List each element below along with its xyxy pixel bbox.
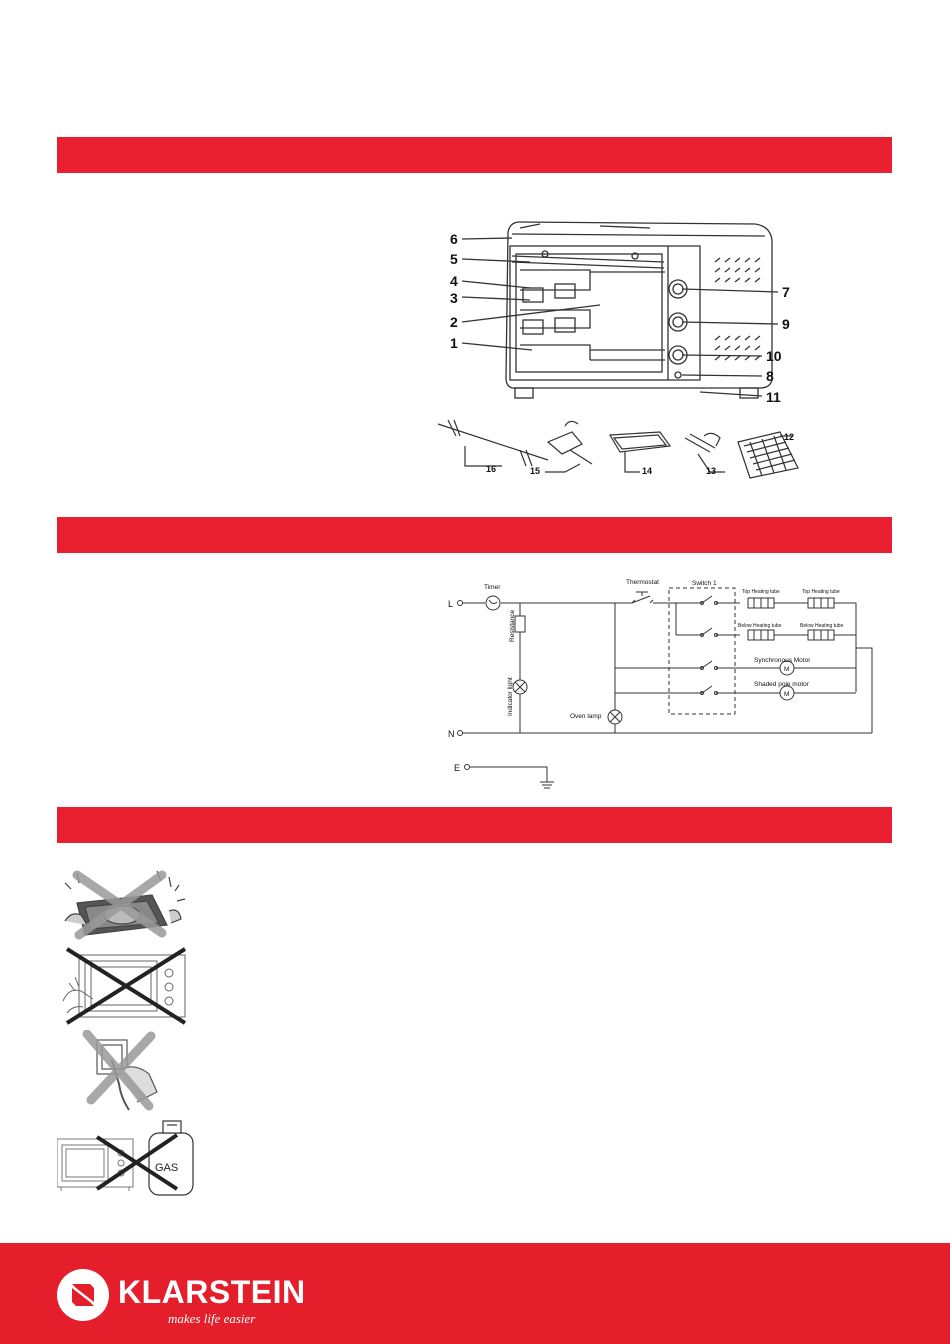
accessory-16: 16 <box>486 464 497 474</box>
callout-6: 6 <box>450 231 458 247</box>
brand-tagline: makes life easier <box>168 1311 256 1326</box>
callout-8: 8 <box>766 368 774 384</box>
terminal-l: L <box>448 599 454 609</box>
klarstein-logo-icon <box>57 1269 109 1321</box>
resistance-label: Resistance <box>509 609 516 642</box>
motor-symbol: M <box>784 691 790 698</box>
below-heating-tube-label: Below Heating tube <box>800 623 844 629</box>
accessory-13: 13 <box>706 466 717 476</box>
callout-9: 9 <box>782 316 790 332</box>
accessory-15: 15 <box>530 466 541 476</box>
no-wet-hands-oven-icon <box>57 947 192 1027</box>
terminal-n: N <box>448 729 455 739</box>
callout-2: 2 <box>450 314 458 330</box>
callout-1: 1 <box>450 335 458 351</box>
accessory-12: 12 <box>784 432 795 442</box>
switch-label: Switch 1 <box>692 580 717 587</box>
callout-3: 3 <box>450 290 458 306</box>
section-band-3 <box>57 807 892 843</box>
callout-10: 10 <box>766 348 782 364</box>
timer-label: Timer <box>484 584 501 591</box>
brand-name: KLARSTEIN <box>118 1274 306 1310</box>
top-heating-tube-label: Top Heating tube <box>742 589 780 595</box>
motor-symbol: M <box>784 666 790 673</box>
section-band-1 <box>57 137 892 173</box>
indicator-label: Indicator light <box>507 677 514 716</box>
callout-7: 7 <box>782 284 790 300</box>
below-heating-tube-label: Below Heating tube <box>738 623 782 629</box>
no-gas-near-oven-icon <box>57 1117 197 1197</box>
synchronous-motor-label: Synchronous Motor <box>754 657 811 664</box>
callout-4: 4 <box>450 273 458 289</box>
gas-label: GAS <box>155 1162 179 1174</box>
oven-lamp-label: Oven lamp <box>570 713 602 720</box>
section-band-2 <box>57 517 892 553</box>
callout-11: 11 <box>766 389 781 405</box>
oven-diagram <box>420 210 820 495</box>
shaded-pole-motor-label: Shaded pole motor <box>754 681 809 688</box>
callout-5: 5 <box>450 251 458 267</box>
top-heating-tube-label: Top Heating tube <box>802 589 840 595</box>
terminal-e: E <box>454 763 461 773</box>
circuit-diagram <box>440 572 880 792</box>
no-unplug-by-cord-icon <box>57 1030 192 1112</box>
thermostat-label: Thermostat <box>626 579 659 586</box>
no-hot-tray-icon <box>57 863 192 943</box>
accessory-14: 14 <box>642 466 653 476</box>
